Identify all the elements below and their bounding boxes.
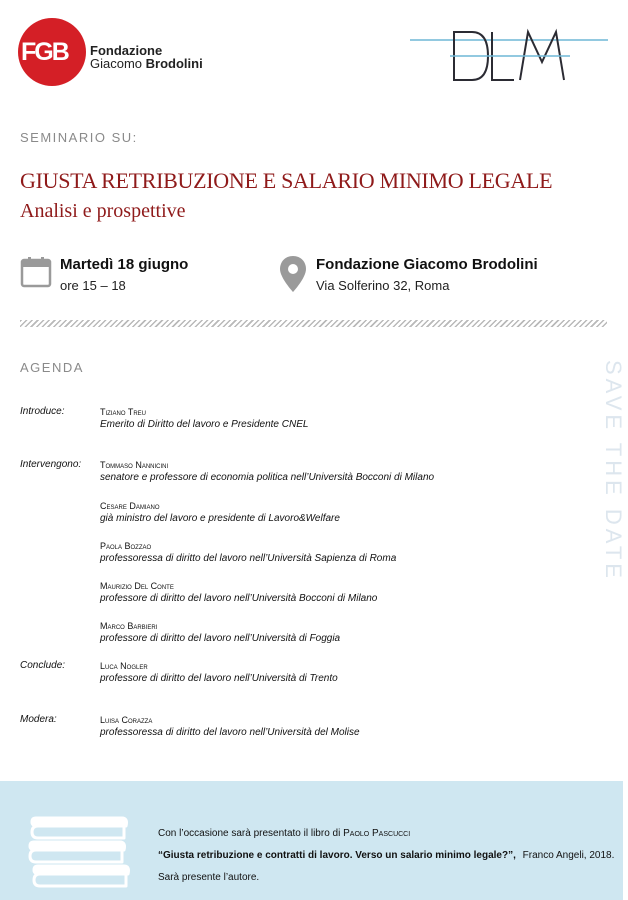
footer-publisher: Franco Angeli, 2018. bbox=[522, 850, 615, 861]
speaker-entry bbox=[100, 660, 338, 685]
event-time: ore 15 – 18 bbox=[60, 278, 126, 293]
save-the-date-text: SAVE THE DATE bbox=[601, 360, 626, 582]
fgb-logo-letters: FGB bbox=[21, 38, 68, 66]
fgb-name bbox=[90, 44, 203, 70]
speaker-role: professore di diritto del lavoro nell’Università di Trento bbox=[100, 673, 338, 684]
event-address: Via Solferino 32, Roma bbox=[316, 278, 450, 293]
footer-book-title: “Giusta retribuzione e contratti di lavoro. Verso un salario minimo legale?”, bbox=[158, 850, 516, 861]
speaker-name: Luca Nogler bbox=[100, 661, 148, 671]
speaker-name: Marco Barbieri bbox=[100, 621, 158, 631]
conclude-label: Conclude: bbox=[20, 660, 66, 671]
footer-line3: Sarà presente l’autore. bbox=[158, 872, 260, 883]
footer-book-author: Paolo Pascucci bbox=[343, 828, 411, 839]
speaker-role: professoressa di diritto del lavoro nell’Università del Molise bbox=[100, 727, 360, 738]
calendar-icon bbox=[20, 256, 52, 288]
agenda-heading: AGENDA bbox=[20, 360, 84, 375]
dlm-logo bbox=[410, 28, 608, 88]
footer-line2 bbox=[158, 850, 614, 861]
speaker-entry bbox=[100, 580, 377, 605]
fgb-name-surname: Brodolini bbox=[145, 56, 203, 71]
event-title: GIUSTA RETRIBUZIONE E SALARIO MINIMO LEGALE bbox=[20, 168, 553, 193]
fgb-name-given: Giacomo bbox=[90, 56, 143, 71]
speaker-name: Tommaso Nannicini bbox=[100, 460, 169, 470]
books-icon bbox=[28, 808, 130, 888]
event-place: Fondazione Giacomo Brodolini bbox=[316, 256, 538, 273]
hatched-divider bbox=[20, 320, 607, 327]
event-date: Martedì 18 giugno bbox=[60, 256, 189, 273]
location-pin-icon bbox=[280, 256, 306, 292]
speaker-name: Maurizio Del Conte bbox=[100, 581, 174, 591]
speaker-entry bbox=[100, 459, 434, 484]
speaker-role: professore di diritto del lavoro nell’Università Bocconi di Milano bbox=[100, 593, 378, 604]
speaker-role: professore di diritto del lavoro nell’Università di Foggia bbox=[100, 633, 341, 644]
event-subtitle: Analisi e prospettive bbox=[20, 200, 186, 222]
modera-label: Modera: bbox=[20, 714, 57, 725]
speaker-role: professoressa di diritto del lavoro nell’Università Sapienza di Roma bbox=[100, 553, 397, 564]
save-the-date-watermark bbox=[598, 360, 628, 650]
speaker-entry bbox=[100, 540, 396, 565]
speaker-name: Tiziano Treu bbox=[100, 407, 147, 417]
speaker-role: senatore e professore di economia politica nell’Università Bocconi di Milano bbox=[100, 472, 435, 483]
speaker-name: Paola Bozzao bbox=[100, 541, 152, 551]
speaker-role: Emerito di Diritto del lavoro e Presidente CNEL bbox=[100, 419, 309, 430]
fgb-logo bbox=[18, 18, 86, 86]
footer-line1-prefix: Con l’occasione sarà presentato il libro di bbox=[158, 828, 341, 839]
dlm-logo-letters: DLM bbox=[410, 28, 413, 29]
introduce-label: Introduce: bbox=[20, 406, 65, 417]
speaker-entry bbox=[100, 406, 308, 431]
footer-line1 bbox=[158, 828, 410, 839]
speaker-entry bbox=[100, 714, 360, 739]
speaker-name: Cesare Damiano bbox=[100, 501, 160, 511]
interventions-label: Intervengono: bbox=[20, 459, 82, 470]
speaker-entry bbox=[100, 500, 340, 525]
speaker-name: Luisa Corazza bbox=[100, 715, 153, 725]
seminar-label: SEMINARIO SU: bbox=[20, 130, 138, 145]
speaker-entry bbox=[100, 620, 340, 645]
fgb-name-line1: Fondazione bbox=[90, 43, 163, 58]
speaker-role: già ministro del lavoro e presidente di Lavoro&Welfare bbox=[100, 513, 340, 524]
